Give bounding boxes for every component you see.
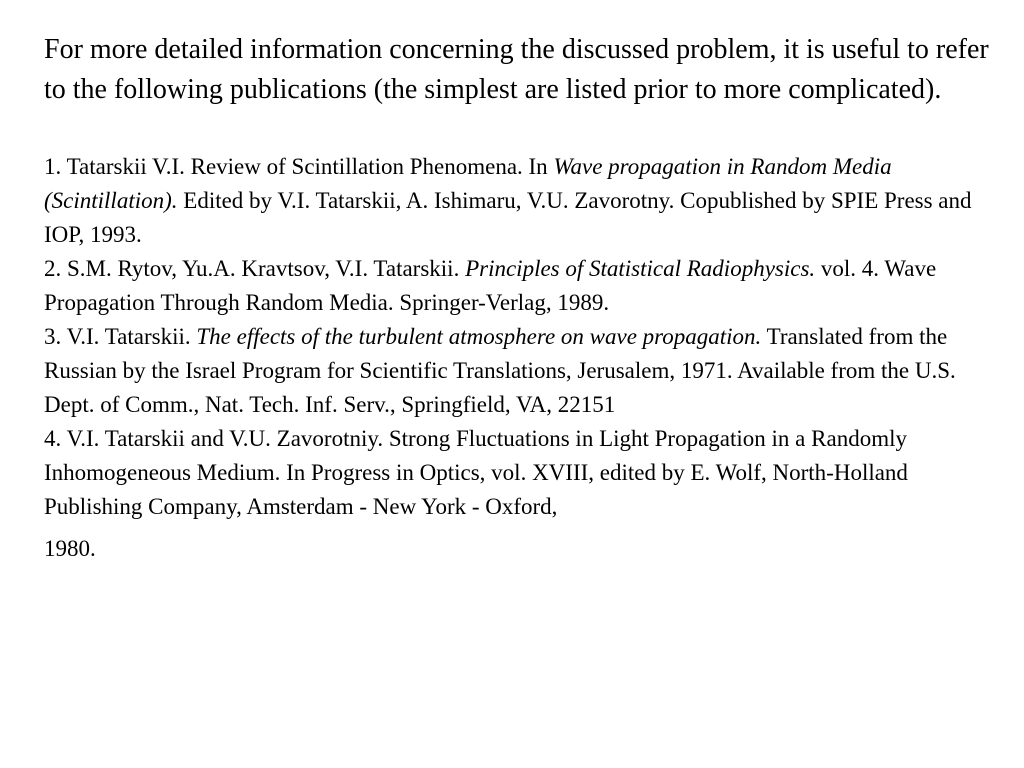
reference-text: 2. S.M. Rytov, Yu.A. Kravtsov, V.I. Tatarskii.	[44, 256, 466, 281]
reference-text: 3. V.I. Tatarskii.	[44, 324, 197, 349]
reference-title: Wave propagation in Random Media (Scintillation).	[44, 154, 892, 213]
reference-list	[44, 150, 994, 566]
intro-paragraph: For more detailed information concerning the discussed problem, it is useful to refer to the following publications (the simplest are listed prior to more complicated).	[44, 34, 989, 105]
reference-text: Translated from the Russian by the Israel Program for Scientific Translations, Jerusalem, 1971. Available from the U.S. Dept. of Comm., Nat. Tech. Inf. Serv., Springfield, VA, 22151	[44, 324, 956, 417]
reference-text: vol. 4. Wave Propagation Through Random Media. Springer-Verlag, 1989.	[44, 256, 937, 315]
reference-item-1	[44, 150, 994, 252]
reference-title: The effects of the turbulent atmosphere on wave propagation.	[196, 324, 762, 349]
reference-title: Principles of Statistical Radiophysics.	[465, 256, 816, 281]
slide-content	[44, 30, 994, 566]
reference-text: 1. Tatarskii V.I. Review of Scintillation Phenomena. In	[44, 154, 554, 179]
reference-item-4	[44, 422, 994, 566]
reference-text: 4. V.I. Tatarskii and V.U. Zavorotniy. Strong Fluctuations in Light Propagation in a Randomly Inhomogeneous Medium. In Progress in Optics, vol. XVIII, edited by E. Wolf, North-Holland Publishing Company, Amsterdam - New York - Oxford,	[44, 426, 908, 519]
reference-year: 1980.	[44, 536, 96, 561]
reference-text: Edited by V.I. Tatarskii, A. Ishimaru, V.U. Zavorotny. Copublished by SPIE Press and IOP, 1993.	[44, 188, 972, 247]
reference-item-2	[44, 252, 994, 320]
reference-item-3	[44, 320, 994, 422]
